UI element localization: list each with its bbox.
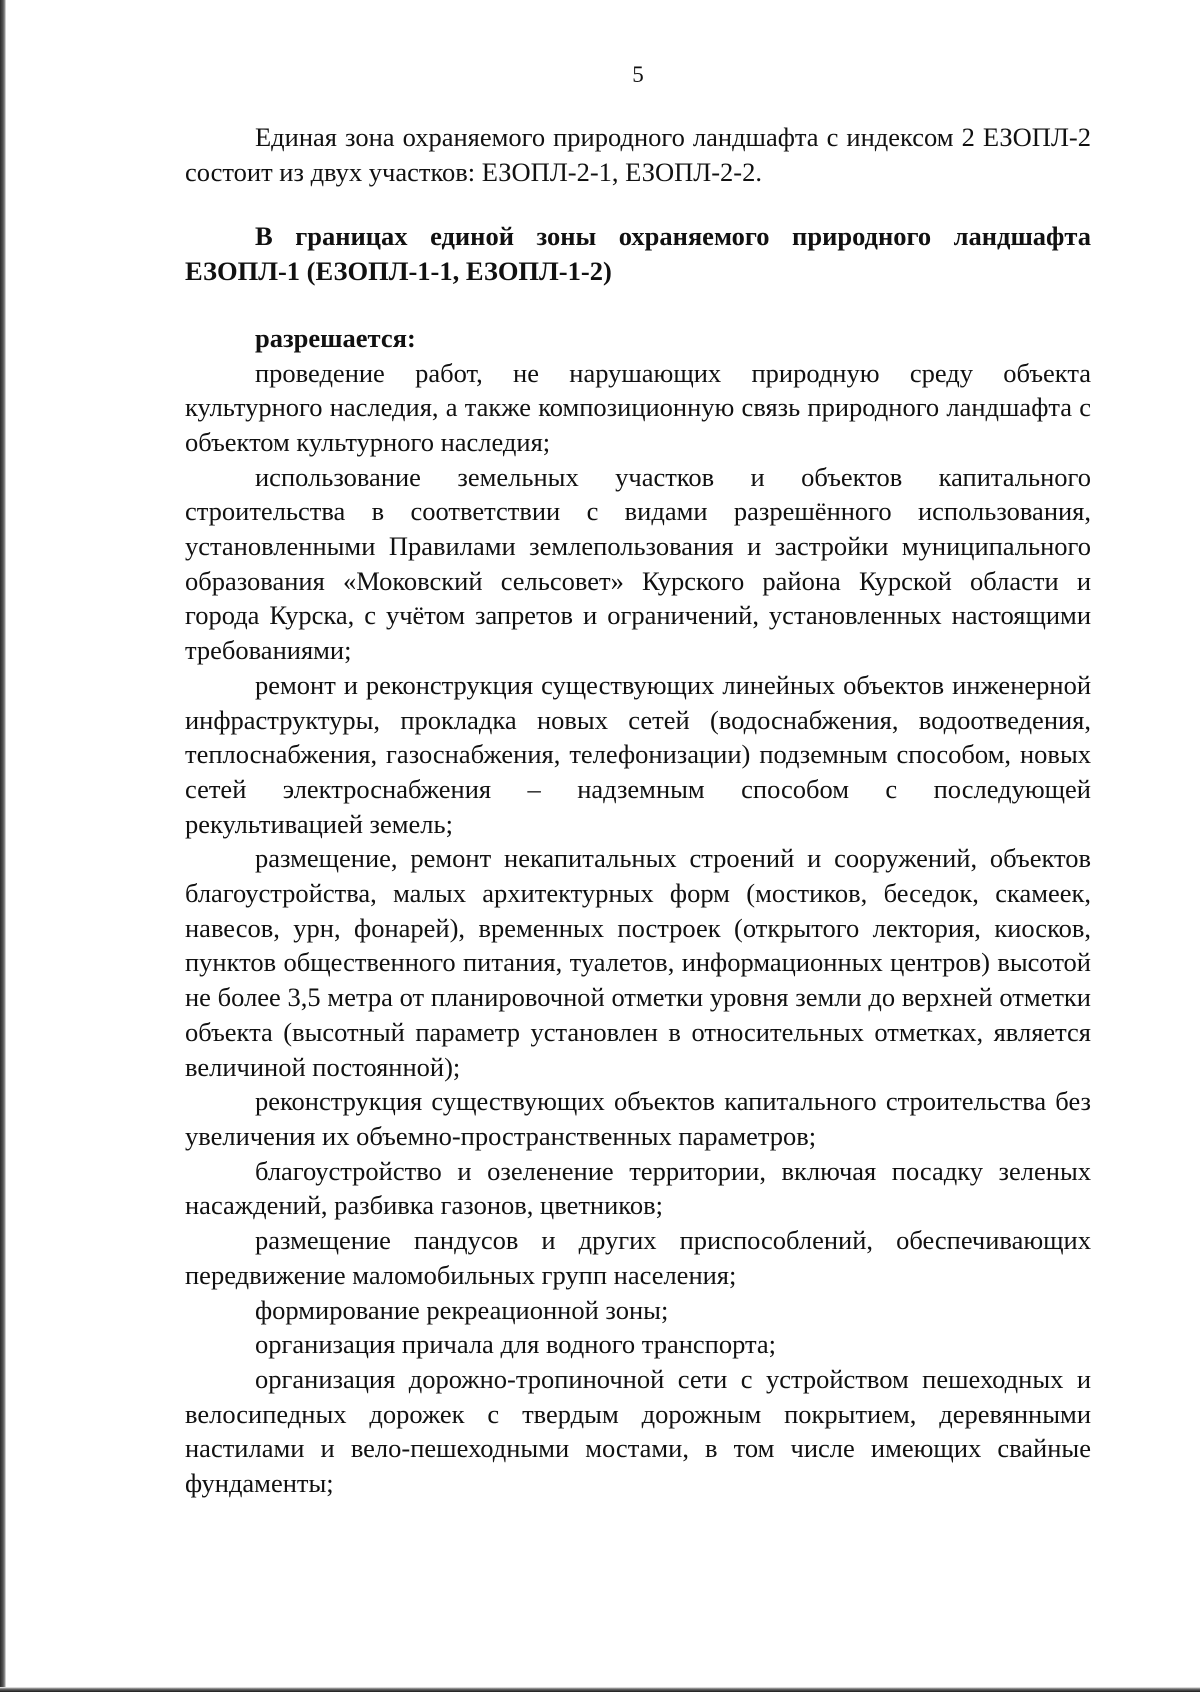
scan-left-edge xyxy=(0,0,6,1692)
scan-bottom-edge xyxy=(0,1687,1200,1692)
allowed-item: реконструкция существующих объектов капитального строительства без увеличения их объемно-пространственных параметров; xyxy=(185,1086,1091,1151)
allowed-item: организация причала для водного транспорта; xyxy=(255,1329,777,1360)
allowed-item: ремонт и реконструкция существующих линейных объектов инженерной инфраструктуры, прокладка новых сетей (водоснабжения, водоотведения, теплоснабжения, газоснабжения, телефонизации) подземным способом, новых сетей электроснабжения – надземным способом с последующей рекультивацией земель; xyxy=(185,669,1091,839)
allowed-item: размещение, ремонт некапитальных строений и сооружений, объектов благоустройства, малых архитектурных форм (мостиков, беседок, скамеек, навесов, урн, фонарей), временных построек (открытого лектория, киосков, пунктов общественного питания, туалетов, информационных центров) высотой не более 3,5 метра от планировочной отметки уровня земли до верхней отметки объекта (высотный параметр установлен в относительных отметках, является величиной постоянной); xyxy=(185,843,1091,1082)
intro-paragraph: Единая зона охраняемого природного ландшафта с индексом 2 ЕЗОПЛ-2 состоит из двух участков: ЕЗОПЛ-2-1, ЕЗОПЛ-2-2. xyxy=(185,122,1091,187)
page-number: 5 xyxy=(632,62,644,87)
section-heading: В границах единой зоны охраняемого природного ландшафта ЕЗОПЛ-1 (ЕЗОПЛ-1-1, ЕЗОПЛ-1-2) xyxy=(185,221,1091,287)
allowed-item: благоустройство и озеленение территории, включая посадку зеленых насаждений, разбивка газонов, цветников; xyxy=(185,1155,1091,1221)
document-body xyxy=(185,120,1091,1501)
allowed-item: организация дорожно-тропиночной сети с устройством пешеходных и велосипедных дорожек с твердым дорожным покрытием, деревянными настилами и вело-пешеходными мостами, в том числе имеющих свайные фундаменты; xyxy=(185,1363,1091,1499)
allowed-item: размещение пандусов и других приспособлений, обеспечивающих передвижение маломобильных групп населения; xyxy=(185,1225,1091,1290)
allowed-item: проведение работ, не нарушающих природную среду объекта культурного наследия, а также композиционную связь природного ландшафта с объектом культурного наследия; xyxy=(185,357,1091,457)
allowed-label: разрешается: xyxy=(255,322,416,353)
allowed-item: использование земельных участков и объектов капитального строительства в соответствии с видами разрешённого использования, установленными Правилами землепользования и застройки муниципального образования «Моковский сельсовет» Курского района Курской области и города Курска, с учётом запретов и ограничений, установленных настоящими требованиями; xyxy=(185,461,1091,666)
allowed-item: формирование рекреационной зоны; xyxy=(255,1294,669,1325)
